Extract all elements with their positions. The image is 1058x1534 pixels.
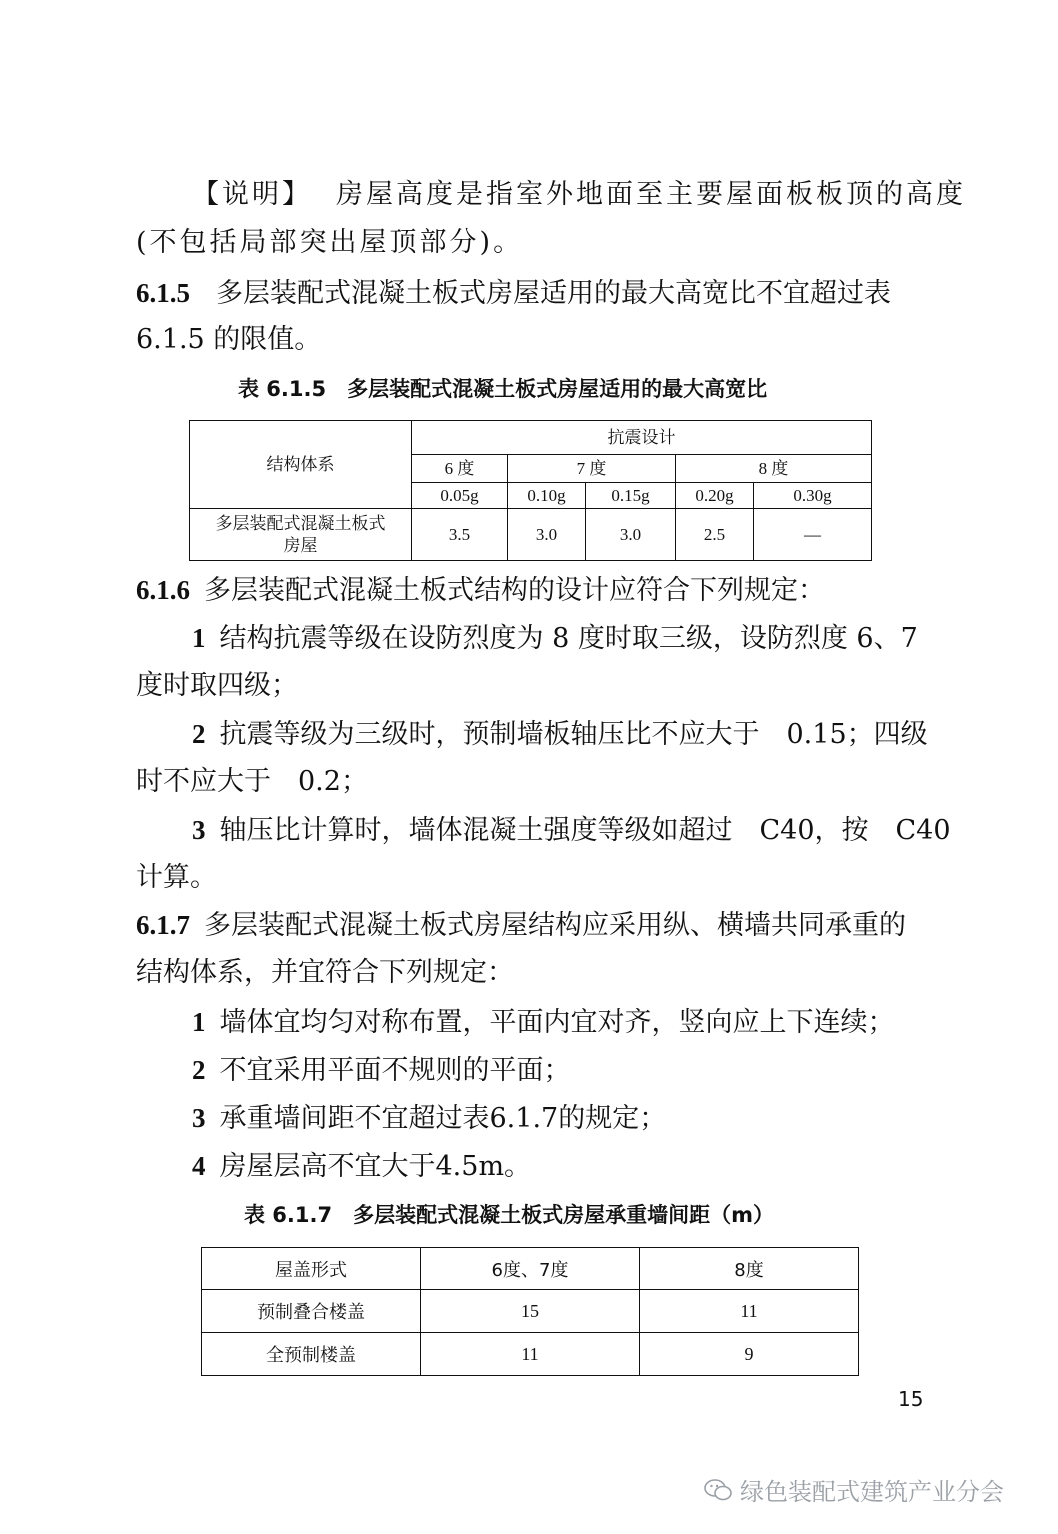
item-number: 1 — [192, 623, 206, 653]
item-6-1-7-4 — [192, 1149, 531, 1184]
header-accel-3: 0.15g — [586, 483, 676, 509]
header-accel-1: 0.05g — [412, 483, 508, 509]
item-number: 1 — [192, 1007, 206, 1037]
value-cell: 15 — [421, 1290, 640, 1333]
header-accel-4: 0.20g — [676, 483, 754, 509]
table-6-1-5-caption: 表 6.1.5 多层装配式混凝土板式房屋适用的最大高宽比 — [238, 377, 768, 401]
value-cell: — — [754, 509, 872, 561]
header-degree-7: 7 度 — [508, 455, 676, 483]
value-cell: 3.5 — [412, 509, 508, 561]
section-6-1-5-text: 多层装配式混凝土板式房屋适用的最大高宽比不宜超过表 — [216, 278, 891, 309]
item-number: 2 — [192, 1055, 206, 1085]
row-label-text: 多层装配式混凝土板式房屋 — [215, 513, 386, 556]
watermark-text: 绿色装配式建筑产业分会 — [740, 1478, 1004, 1506]
section-6-1-6-text: 多层装配式混凝土板式结构的设计应符合下列规定： — [204, 575, 825, 606]
roof-type-cell: 全预制楼盖 — [202, 1333, 421, 1376]
item-6-1-7-1 — [192, 1005, 895, 1040]
item-text: 结构抗震等级在设防烈度为 8 度时取三级，设防烈度 6、7 — [219, 623, 918, 654]
value-cell: 9 — [640, 1333, 859, 1376]
table-row — [202, 1333, 859, 1376]
table-6-1-7 — [201, 1247, 859, 1376]
item-6-1-7-3 — [192, 1101, 666, 1136]
header-accel-2: 0.10g — [508, 483, 586, 509]
item-number: 4 — [192, 1151, 206, 1181]
header-seismic-design: 抗震设计 — [412, 421, 872, 455]
item-6-1-6-1-line-1 — [192, 621, 918, 656]
section-6-1-7-line-1 — [136, 908, 906, 943]
item-text: 抗震等级为三级时，预制墙板轴压比不应大于 0.15；四级 — [219, 719, 928, 750]
item-6-1-7-2 — [192, 1053, 571, 1088]
wechat-icon — [704, 1479, 732, 1501]
item-text: 房屋层高不宜大于4.5m。 — [219, 1151, 532, 1182]
item-number: 2 — [192, 719, 206, 749]
item-6-1-6-3-line-1 — [192, 813, 951, 848]
header-degree-8: 8 度 — [676, 455, 872, 483]
item-text: 轴压比计算时，墙体混凝土强度等级如超过 C40，按 C40 — [219, 815, 951, 846]
item-6-1-6-2-line-2: 时不应大于 0.2； — [136, 766, 368, 797]
section-6-1-5-number: 6.1.5 — [136, 278, 190, 308]
header-roof-type: 屋盖形式 — [202, 1248, 421, 1290]
row-label — [190, 509, 412, 561]
page-number: 15 — [898, 1387, 924, 1411]
table-6-1-7-caption: 表 6.1.7 多层装配式混凝土板式房屋承重墙间距（m） — [244, 1203, 774, 1227]
table-row — [202, 1290, 859, 1333]
item-text: 不宜采用平面不规则的平面； — [219, 1055, 571, 1086]
header-accel-5: 0.30g — [754, 483, 872, 509]
table-6-1-5 — [189, 420, 872, 561]
section-6-1-5-line-2: 6.1.5 的限值。 — [136, 324, 322, 355]
value-cell: 3.0 — [586, 509, 676, 561]
note-line-2: (不包括局部突出屋顶部分)。 — [136, 227, 524, 258]
section-6-1-5-line-1 — [136, 276, 891, 311]
header-degree-6: 6 度 — [412, 455, 508, 483]
item-6-1-6-3-line-2: 计算。 — [136, 862, 217, 893]
item-text: 墙体宜均匀对称布置，平面内宜对齐，竖向应上下连续； — [219, 1007, 895, 1038]
note-label: 【说明】 — [192, 179, 312, 210]
roof-type-cell: 预制叠合楼盖 — [202, 1290, 421, 1333]
item-number: 3 — [192, 1103, 206, 1133]
header-degree-6-7: 6度、7度 — [421, 1248, 640, 1290]
section-6-1-6-number: 6.1.6 — [136, 575, 190, 605]
note-line-1 — [192, 178, 966, 212]
header-degree-8: 8度 — [640, 1248, 859, 1290]
header-structure-system: 结构体系 — [190, 421, 412, 509]
item-text: 承重墙间距不宜超过表6.1.7的规定； — [219, 1103, 667, 1134]
section-6-1-7-text: 多层装配式混凝土板式房屋结构应采用纵、横墙共同承重的 — [204, 910, 906, 941]
value-cell: 11 — [640, 1290, 859, 1333]
item-number: 3 — [192, 815, 206, 845]
value-cell: 11 — [421, 1333, 640, 1376]
section-6-1-7-number: 6.1.7 — [136, 910, 190, 940]
section-6-1-6-line — [136, 573, 825, 608]
section-6-1-7-line-2: 结构体系，并宜符合下列规定： — [136, 957, 514, 988]
note-text-1: 房屋高度是指室外地面至主要屋面板板顶的高度 — [336, 179, 966, 210]
value-cell: 3.0 — [508, 509, 586, 561]
watermark — [704, 1472, 1004, 1507]
value-cell: 2.5 — [676, 509, 754, 561]
item-6-1-6-1-line-2: 度时取四级； — [136, 670, 298, 701]
item-6-1-6-2-line-1 — [192, 717, 928, 752]
